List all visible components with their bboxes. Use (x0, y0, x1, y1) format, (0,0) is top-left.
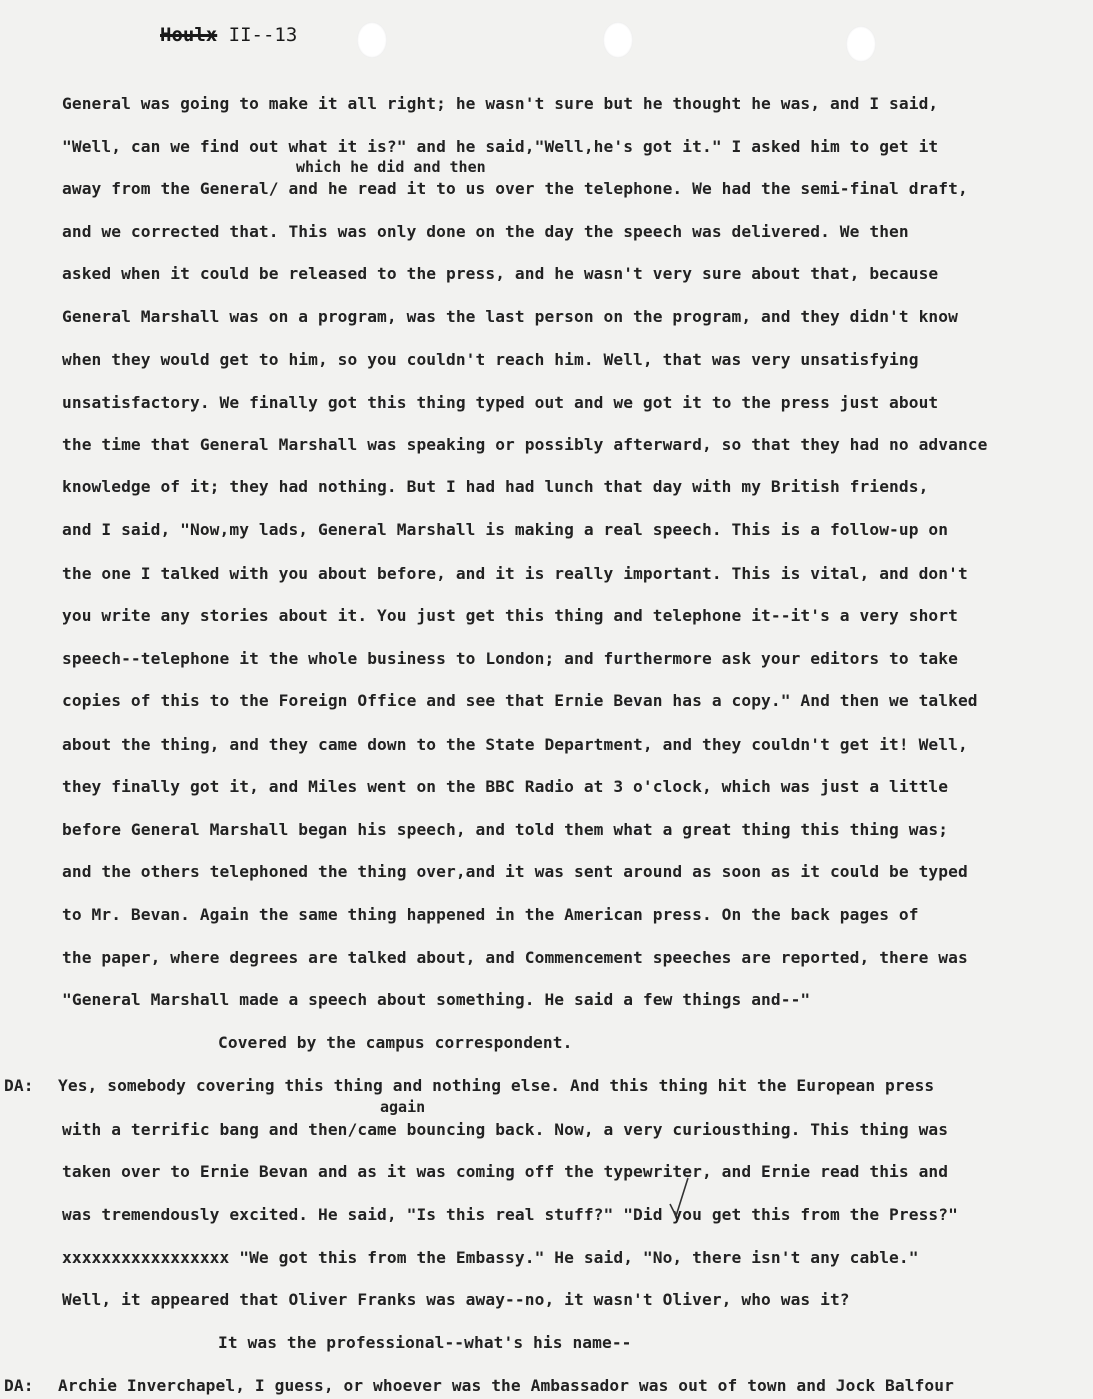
text-line (4, 1376, 954, 1396)
text-line: when they would get to him, so you couldn't reach him. Well, that was very unsatisfying (62, 350, 919, 369)
text-line: It was the professional--what's his name-- (218, 1333, 632, 1352)
text-line: General was going to make it all right; he wasn't sure but he thought he was, and I said, (62, 94, 939, 113)
punch-hole-center (603, 22, 633, 58)
text-line: and we corrected that. This was only done on the day the speech was delivered. We then (62, 222, 909, 241)
handwritten-insert: which he did and then (296, 158, 486, 176)
text-line: Covered by the campus correspondent. (218, 1033, 573, 1052)
text-line: away from the General/ and he read it to us over the telephone. We had the semi-final draft, (62, 179, 968, 198)
dialogue-text: Yes, somebody covering this thing and nothing else. And this thing hit the European press (58, 1076, 935, 1095)
text-line: the one I talked with you about before, and it is really important. This is vital, and don't (62, 564, 968, 583)
text-line (4, 1076, 934, 1096)
punch-hole-left (357, 22, 387, 58)
page-header (160, 24, 297, 46)
text-line: unsatisfactory. We finally got this thing typed out and we got it to the press just about (62, 393, 939, 412)
text-line: knowledge of it; they had nothing. But I had had lunch that day with my British friends, (62, 477, 929, 496)
header-struck-text: Houlx (160, 24, 218, 46)
speaker-label: DA: (4, 1076, 34, 1095)
speaker-label: DA: (4, 1376, 34, 1395)
text-line: was tremendously excited. He said, "Is this real stuff?" "Did you get this from the Press?" (62, 1205, 958, 1224)
text-line: speech--telephone it the whole business to London; and furthermore ask your editors to take (62, 649, 958, 668)
text-line: xxxxxxxxxxxxxxxxx "We got this from the Embassy." He said, "No, there isn't any cable." (62, 1248, 919, 1267)
text-line: and the others telephoned the thing over,and it was sent around as soon as it could be typed (62, 862, 968, 881)
text-line: to Mr. Bevan. Again the same thing happened in the American press. On the back pages of (62, 905, 919, 924)
text-line: you write any stories about it. You just get this thing and telephone it--it's a very short (62, 606, 958, 625)
handwritten-insert: again (380, 1098, 426, 1116)
text-line: before General Marshall began his speech, and told them what a great thing this thing was; (62, 820, 949, 839)
text-line: asked when it could be released to the press, and he wasn't very sure about that, because (62, 264, 939, 283)
text-line: the time that General Marshall was speaking or possibly afterward, so that they had no advance (62, 435, 988, 454)
text-line: and I said, "Now,my lads, General Marshall is making a real speech. This is a follow-up on (62, 520, 949, 539)
text-line: they finally got it, and Miles went on the BBC Radio at 3 o'clock, which was just a little (62, 777, 949, 796)
text-line: Well, it appeared that Oliver Franks was away--no, it wasn't Oliver, who was it? (62, 1290, 850, 1309)
page-number: II--13 (228, 24, 298, 46)
text-line: about the thing, and they came down to the State Department, and they couldn't get it! Well, (62, 735, 968, 754)
checkmark-icon (668, 1176, 690, 1220)
text-line: "Well, can we find out what it is?" and he said,"Well,he's got it." I asked him to get it (62, 137, 939, 156)
text-line: taken over to Ernie Bevan and as it was coming off the typewriter, and Ernie read this and (62, 1162, 949, 1181)
punch-hole-right (846, 26, 876, 62)
text-line: with a terrific bang and then/came bouncing back. Now, a very curiousthing. This thing was (62, 1120, 949, 1139)
text-line: "General Marshall made a speech about something. He said a few things and--" (62, 990, 811, 1009)
text-line: General Marshall was on a program, was the last person on the program, and they didn't know (62, 307, 958, 326)
dialogue-text: Archie Inverchapel, I guess, or whoever was the Ambassador was out of town and Jock Balfour (58, 1376, 954, 1395)
text-line: copies of this to the Foreign Office and see that Ernie Bevan has a copy." And then we talked (62, 691, 978, 710)
text-line: the paper, where degrees are talked about, and Commencement speeches are reported, there was (62, 948, 968, 967)
